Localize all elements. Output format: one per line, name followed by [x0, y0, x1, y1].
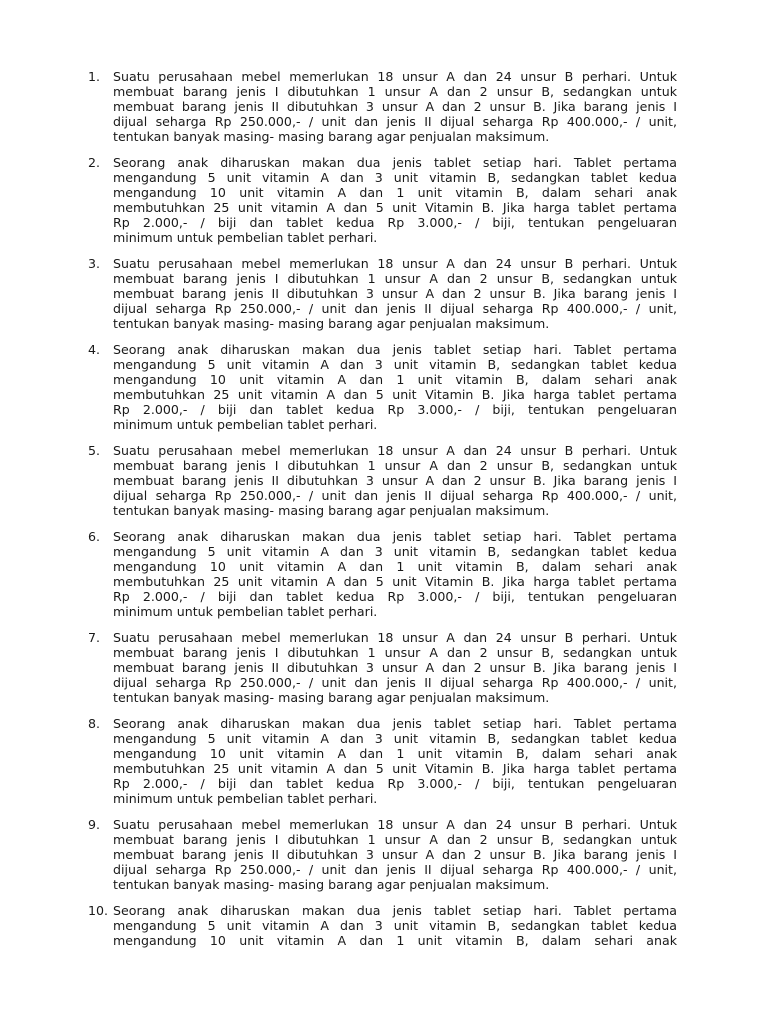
problem-line: Suatu perusahaan mebel memerlukan 18 unsur A dan 24 unsur B perhari. Untuk: [113, 256, 677, 271]
problem-line: dijual seharga Rp 250.000,- / unit dan jenis II dijual seharga Rp 400.000,- / unit,: [113, 301, 677, 316]
problem-item: [88, 155, 677, 245]
problem-line: membuat barang jenis I dibutuhkan 1 unsur A dan 2 unsur B, sedangkan untuk: [113, 84, 677, 99]
problem-text: [113, 817, 677, 892]
problem-number: 8.: [88, 716, 101, 731]
problem-line: minimum untuk pembelian tablet perhari.: [113, 791, 378, 806]
problem-number: 7.: [88, 630, 101, 645]
problem-text: [113, 256, 677, 331]
problem-line: membuat barang jenis I dibutuhkan 1 unsur A dan 2 unsur B, sedangkan untuk: [113, 832, 677, 847]
problem-line: mengandung 10 unit vitamin A dan 1 unit vitamin B, dalam sehari anak: [113, 559, 677, 574]
problem-text: [113, 155, 677, 245]
problem-line: minimum untuk pembelian tablet perhari.: [113, 230, 378, 245]
problem-number: 1.: [88, 69, 101, 84]
problem-line: Rp 2.000,- / biji dan tablet kedua Rp 3.000,- / biji, tentukan pengeluaran: [113, 402, 677, 417]
problem-line: membuat barang jenis I dibutuhkan 1 unsur A dan 2 unsur B, sedangkan untuk: [113, 271, 677, 286]
problem-text: [113, 529, 677, 619]
problem-line: mengandung 10 unit vitamin A dan 1 unit vitamin B, dalam sehari anak: [113, 746, 677, 761]
problem-item: [88, 69, 677, 144]
problem-list: [88, 69, 677, 959]
problem-line: mengandung 5 unit vitamin A dan 3 unit vitamin B, sedangkan tablet kedua: [113, 357, 677, 372]
problem-line: Seorang anak diharuskan makan dua jenis tablet setiap hari. Tablet pertama: [113, 903, 677, 918]
problem-line: dijual seharga Rp 250.000,- / unit dan jenis II dijual seharga Rp 400.000,- / unit,: [113, 488, 677, 503]
problem-line: tentukan banyak masing- masing barang agar penjualan maksimum.: [113, 129, 550, 144]
problem-line: mengandung 5 unit vitamin A dan 3 unit vitamin B, sedangkan tablet kedua: [113, 170, 677, 185]
problem-line: tentukan banyak masing- masing barang agar penjualan maksimum.: [113, 877, 550, 892]
problem-line: Rp 2.000,- / biji dan tablet kedua Rp 3.000,- / biji, tentukan pengeluaran: [113, 776, 677, 791]
problem-line: Rp 2.000,- / biji dan tablet kedua Rp 3.000,- / biji, tentukan pengeluaran: [113, 589, 677, 604]
problem-line: tentukan banyak masing- masing barang agar penjualan maksimum.: [113, 690, 550, 705]
problem-line: membuat barang jenis II dibutuhkan 3 unsur A dan 2 unsur B. Jika barang jenis I: [113, 286, 677, 301]
problem-item: [88, 529, 677, 619]
problem-line: mengandung 5 unit vitamin A dan 3 unit vitamin B, sedangkan tablet kedua: [113, 731, 677, 746]
problem-line: mengandung 5 unit vitamin A dan 3 unit vitamin B, sedangkan tablet kedua: [113, 918, 677, 933]
problem-item: [88, 903, 677, 948]
problem-number: 4.: [88, 342, 101, 357]
problem-line: membutuhkan 25 unit vitamin A dan 5 unit Vitamin B. Jika harga tablet pertama: [113, 761, 677, 776]
problem-number: 10.: [88, 903, 109, 918]
problem-line: tentukan banyak masing- masing barang agar penjualan maksimum.: [113, 503, 550, 518]
problem-line: Seorang anak diharuskan makan dua jenis tablet setiap hari. Tablet pertama: [113, 529, 677, 544]
problem-line: Suatu perusahaan mebel memerlukan 18 unsur A dan 24 unsur B perhari. Untuk: [113, 630, 677, 645]
problem-number: 5.: [88, 443, 101, 458]
problem-item: [88, 630, 677, 705]
problem-line: mengandung 10 unit vitamin A dan 1 unit vitamin B, dalam sehari anak: [113, 185, 677, 200]
problem-line: membuat barang jenis I dibutuhkan 1 unsur A dan 2 unsur B, sedangkan untuk: [113, 645, 677, 660]
problem-line: Suatu perusahaan mebel memerlukan 18 unsur A dan 24 unsur B perhari. Untuk: [113, 443, 677, 458]
problem-line: mengandung 10 unit vitamin A dan 1 unit vitamin B, dalam sehari anak: [113, 372, 677, 387]
problem-line: Suatu perusahaan mebel memerlukan 18 unsur A dan 24 unsur B perhari. Untuk: [113, 69, 677, 84]
problem-number: 9.: [88, 817, 101, 832]
problem-text: [113, 903, 677, 948]
problem-text: [113, 69, 677, 144]
problem-number: 6.: [88, 529, 101, 544]
problem-line: membuat barang jenis II dibutuhkan 3 unsur A dan 2 unsur B. Jika barang jenis I: [113, 660, 677, 675]
problem-item: [88, 443, 677, 518]
problem-line: dijual seharga Rp 250.000,- / unit dan jenis II dijual seharga Rp 400.000,- / unit,: [113, 675, 677, 690]
problem-line: membutuhkan 25 unit vitamin A dan 5 unit Vitamin B. Jika harga tablet pertama: [113, 387, 677, 402]
problem-line: minimum untuk pembelian tablet perhari.: [113, 604, 378, 619]
problem-line: membutuhkan 25 unit vitamin A dan 5 unit Vitamin B. Jika harga tablet pertama: [113, 200, 677, 215]
problem-line: mengandung 5 unit vitamin A dan 3 unit vitamin B, sedangkan tablet kedua: [113, 544, 677, 559]
problem-line: tentukan banyak masing- masing barang agar penjualan maksimum.: [113, 316, 550, 331]
problem-text: [113, 630, 677, 705]
problem-line: minimum untuk pembelian tablet perhari.: [113, 417, 378, 432]
problem-item: [88, 342, 677, 432]
problem-line: membuat barang jenis II dibutuhkan 3 unsur A dan 2 unsur B. Jika barang jenis I: [113, 99, 677, 114]
problem-line: mengandung 10 unit vitamin A dan 1 unit vitamin B, dalam sehari anak: [113, 933, 677, 948]
problem-line: dijual seharga Rp 250.000,- / unit dan jenis II dijual seharga Rp 400.000,- / unit,: [113, 862, 677, 877]
problem-line: membuat barang jenis II dibutuhkan 3 unsur A dan 2 unsur B. Jika barang jenis I: [113, 847, 677, 862]
problem-line: membuat barang jenis I dibutuhkan 1 unsur A dan 2 unsur B, sedangkan untuk: [113, 458, 677, 473]
problem-item: [88, 716, 677, 806]
problem-line: Seorang anak diharuskan makan dua jenis tablet setiap hari. Tablet pertama: [113, 155, 677, 170]
problem-item: [88, 817, 677, 892]
problem-number: 2.: [88, 155, 101, 170]
problem-line: Suatu perusahaan mebel memerlukan 18 unsur A dan 24 unsur B perhari. Untuk: [113, 817, 677, 832]
problem-text: [113, 443, 677, 518]
problem-line: Seorang anak diharuskan makan dua jenis tablet setiap hari. Tablet pertama: [113, 342, 677, 357]
problem-text: [113, 716, 677, 806]
problem-number: 3.: [88, 256, 101, 271]
problem-line: Seorang anak diharuskan makan dua jenis tablet setiap hari. Tablet pertama: [113, 716, 677, 731]
problem-line: Rp 2.000,- / biji dan tablet kedua Rp 3.000,- / biji, tentukan pengeluaran: [113, 215, 677, 230]
problem-item: [88, 256, 677, 331]
problem-text: [113, 342, 677, 432]
problem-line: membutuhkan 25 unit vitamin A dan 5 unit Vitamin B. Jika harga tablet pertama: [113, 574, 677, 589]
problem-line: dijual seharga Rp 250.000,- / unit dan jenis II dijual seharga Rp 400.000,- / unit,: [113, 114, 677, 129]
problem-line: membuat barang jenis II dibutuhkan 3 unsur A dan 2 unsur B. Jika barang jenis I: [113, 473, 677, 488]
